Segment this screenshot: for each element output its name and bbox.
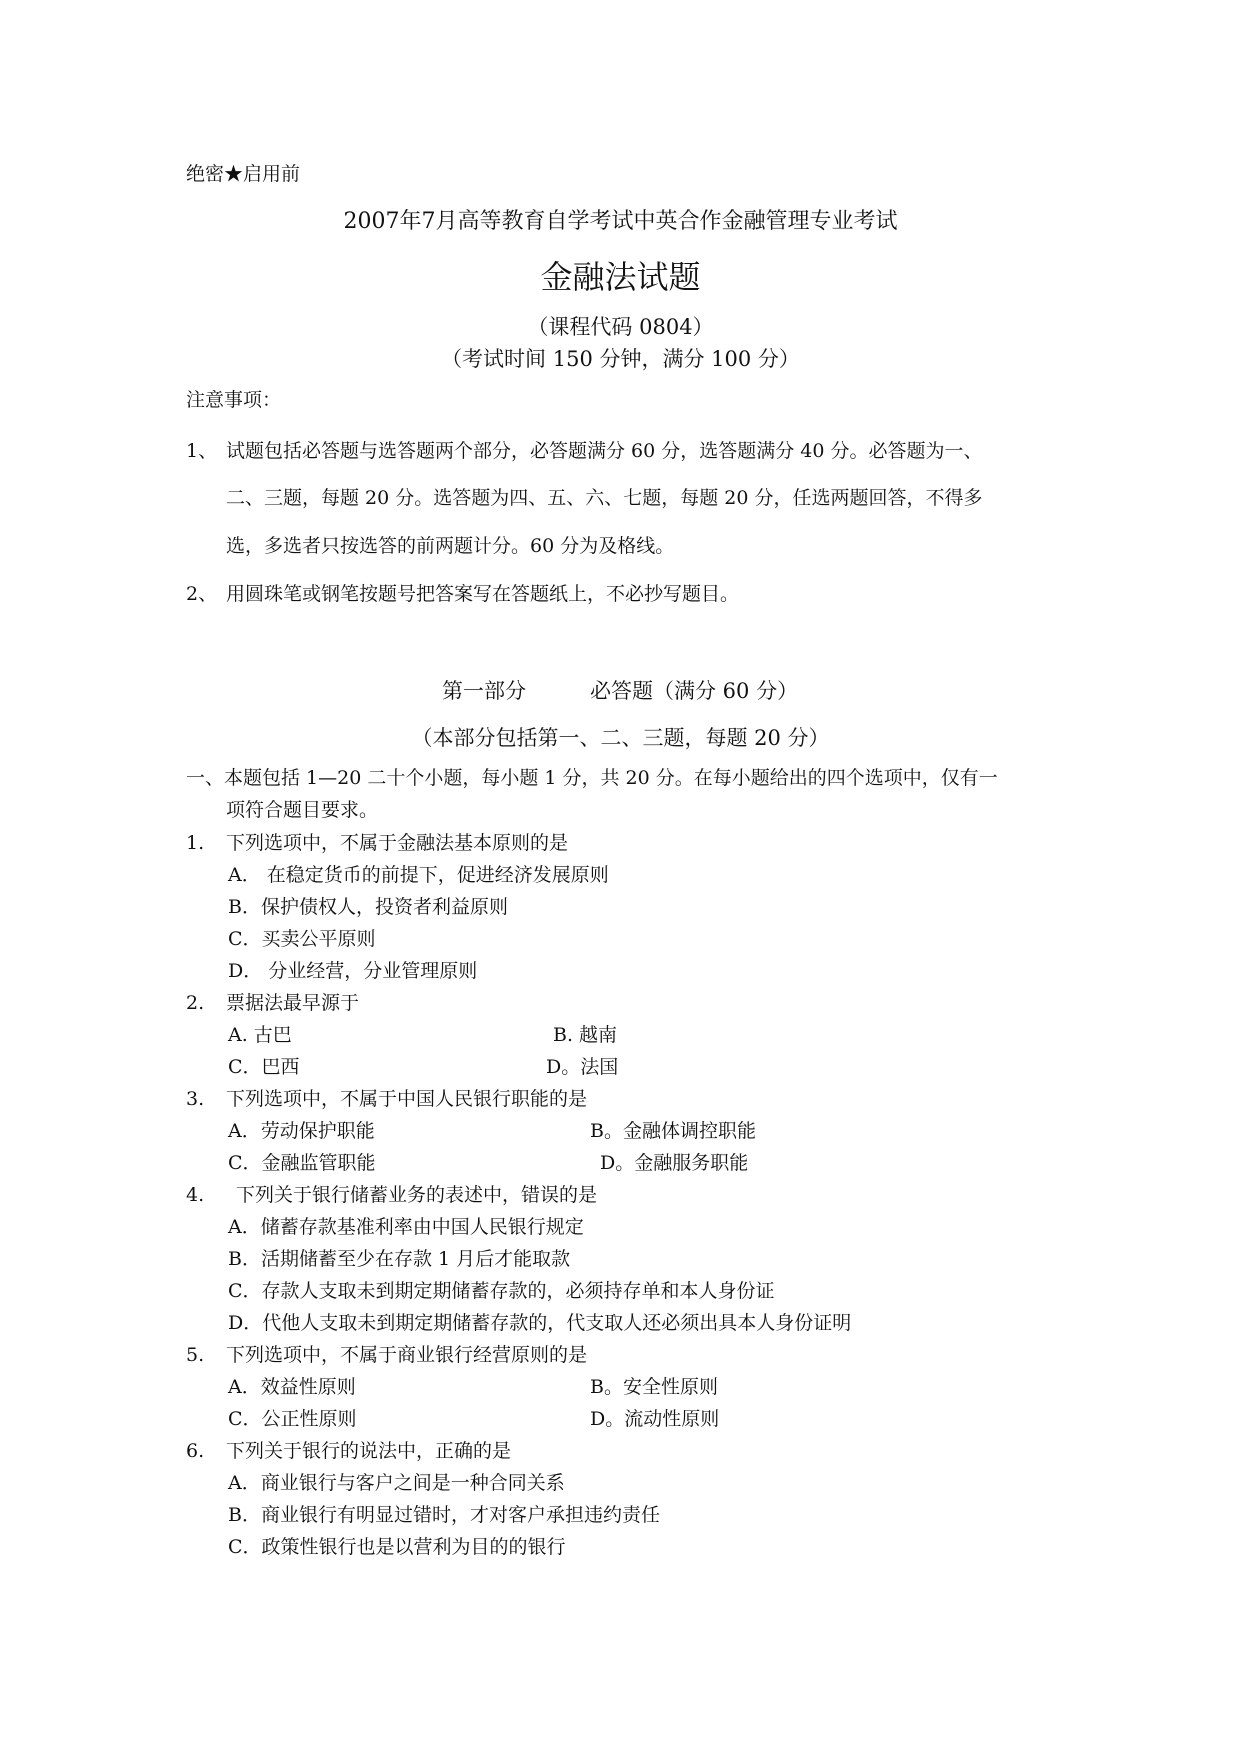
note-2-text: 用圆珠笔或钢笔按题号把答案写在答题纸上，不必抄写题目。	[226, 583, 740, 605]
question-3-stem: 下列选项中，不属于中国人民银行职能的是	[226, 1088, 588, 1110]
question-5-option-c: C．公正性原则	[228, 1408, 357, 1430]
question-5-number: 5.	[186, 1344, 205, 1366]
question-2-number: 2.	[186, 992, 205, 1014]
question-2-option-c: C．巴西	[228, 1056, 300, 1078]
question-3-option-a: A．劳动保护职能	[228, 1120, 375, 1142]
question-4-option-b: B．活期储蓄至少在存款 1 月后才能取款	[228, 1248, 571, 1270]
section-1-instructions-line-1: 一、本题包括 1—20 二十个小题，每小题 1 分，共 20 分。在每小题给出的四个选项中，仅有一	[186, 767, 998, 789]
note-1-number: 1、	[186, 440, 218, 462]
question-4-stem: 下列关于银行储蓄业务的表述中，错误的是	[236, 1184, 598, 1206]
question-1-stem: 下列选项中，不属于金融法基本原则的是	[226, 832, 569, 854]
question-5-option-a: A．效益性原则	[228, 1376, 356, 1398]
notes-heading: 注意事项：	[186, 389, 282, 411]
subject-title: 金融法试题	[540, 258, 701, 296]
question-2-option-a: A. 古巴	[228, 1024, 292, 1046]
exam-title: 2007年7月高等教育自学考试中英合作金融管理专业考试	[343, 209, 898, 234]
question-1-option-a: A． 在稳定货币的前提下，促进经济发展原则	[228, 864, 609, 886]
question-6-option-c: C．政策性银行也是以营利为目的的银行	[228, 1536, 566, 1558]
question-6-option-b: B．商业银行有明显过错时，才对客户承担违约责任	[228, 1504, 660, 1526]
note-2-number: 2、	[186, 583, 218, 605]
note-1-line-1: 试题包括必答题与选答题两个部分，必答题满分 60 分，选答题满分 40 分。必答题为一、	[226, 440, 983, 462]
question-4-option-c: C．存款人支取未到期定期储蓄存款的，必须持存单和本人身份证	[228, 1280, 775, 1302]
exam-info: （考试时间 150 分钟，满分 100 分）	[441, 347, 800, 371]
question-6-number: 6.	[186, 1440, 205, 1462]
question-1-option-c: C．买卖公平原则	[228, 928, 376, 950]
question-5-option-b: B。安全性原则	[590, 1376, 718, 1398]
part-1-subtitle: （本部分包括第一、二、三题，每题 20 分）	[411, 726, 830, 750]
question-3-option-d: D。金融服务职能	[600, 1152, 749, 1174]
question-5-stem: 下列选项中，不属于商业银行经营原则的是	[226, 1344, 588, 1366]
question-4-option-a: A．储蓄存款基准利率由中国人民银行规定	[228, 1216, 584, 1238]
question-5-option-d: D。流动性原则	[590, 1408, 720, 1430]
part-1-label: 第一部分	[442, 679, 526, 703]
question-4-number: 4.	[186, 1184, 205, 1206]
question-2-stem: 票据法最早源于	[226, 992, 360, 1014]
question-3-option-b: B。金融体调控职能	[590, 1120, 756, 1142]
course-code: （课程代码 0804）	[527, 315, 714, 339]
section-1-instructions-line-2: 项符合题目要求。	[226, 799, 379, 821]
question-2-option-b: B. 越南	[553, 1024, 618, 1046]
part-1-title: 必答题（满分 60 分）	[590, 679, 799, 703]
secret-mark: 绝密★启用前	[186, 163, 301, 185]
question-4-option-d: D．代他人支取未到期定期储蓄存款的，代支取人还必须出具本人身份证明	[228, 1312, 852, 1334]
note-1-line-2: 二、三题，每题 20 分。选答题为四、五、六、七题，每题 20 分，任选两题回答，不得多	[226, 487, 983, 509]
question-3-number: 3.	[186, 1088, 205, 1110]
question-1-option-d: D． 分业经营，分业管理原则	[228, 960, 478, 982]
question-2-option-d: D。法国	[546, 1056, 619, 1078]
question-6-stem: 下列关于银行的说法中，正确的是	[226, 1440, 512, 1462]
question-6-option-a: A．商业银行与客户之间是一种合同关系	[228, 1472, 565, 1494]
question-1-option-b: B．保护债权人，投资者利益原则	[228, 896, 508, 918]
note-1-line-3: 选，多选者只按选答的前两题计分。60 分为及格线。	[226, 535, 675, 557]
question-3-option-c: C．金融监管职能	[228, 1152, 376, 1174]
question-1-number: 1.	[186, 832, 205, 854]
